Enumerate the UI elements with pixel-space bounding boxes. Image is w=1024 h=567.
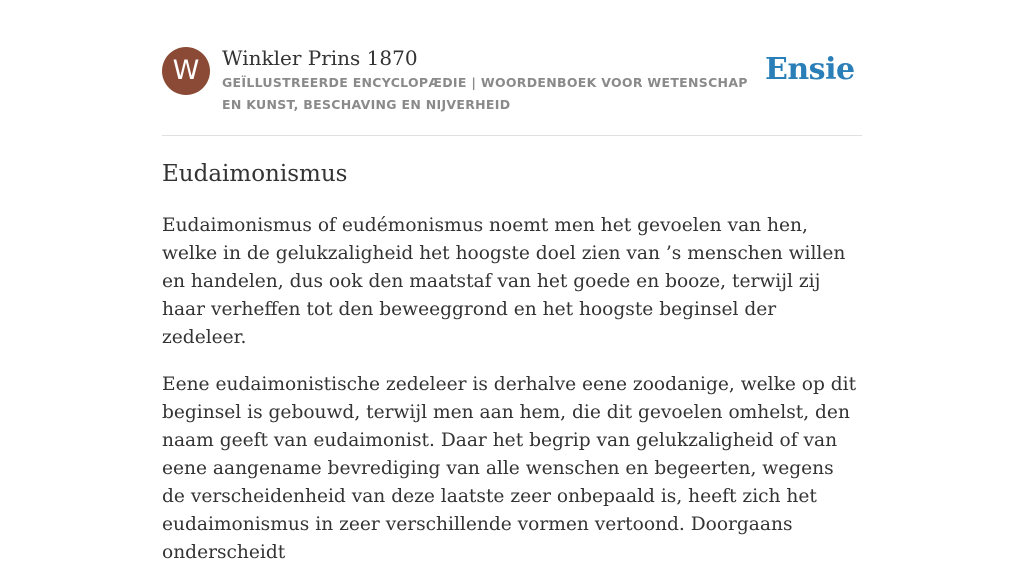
article-paragraph-1: Eudaimonismus of eudémonismus noemt men het gevoelen van hen, welke in de gelukzaligheid het hoogste doel zien van ’s menschen willen en handelen, dus ook den maatstaf van het goede en booze, terwijl zij haar verheffen tot den beweeggrond en het hoogste beginsel der zedeleer. (162, 215, 846, 348)
source-avatar[interactable]: W (162, 47, 210, 95)
article (162, 156, 862, 567)
source-subtitle: GEÏLLUSTREERDE ENCYCLOPÆDIE | WOORDENBOEK VOOR WETENSCHAP EN KUNST, BESCHAVING EN NIJVERHEID (222, 75, 748, 112)
article-paragraph-2: Eene eudaimonistische zedeleer is derhalve eene zoodanige, welke op dit beginsel is gebouwd, terwijl men aan hem, die dit gevoelen omhelst, den naam geeft van eudaimonist. Daar het begrip van gelukzaligheid of van eene aangename bevrediging van alle wenschen en begeerten, wegens de verscheidenheid van deze laatste zeer onbepaald is, heeft zich het eudaimonismus in zeer verschillende vormen vertoond. Doorgaans onderscheidt (162, 374, 857, 563)
header-divider (162, 135, 862, 136)
article-title: Eudaimonismus (162, 161, 348, 187)
source-title[interactable]: Winkler Prins 1870 (222, 46, 418, 70)
ensie-logo-link[interactable]: Ensie (765, 52, 855, 87)
